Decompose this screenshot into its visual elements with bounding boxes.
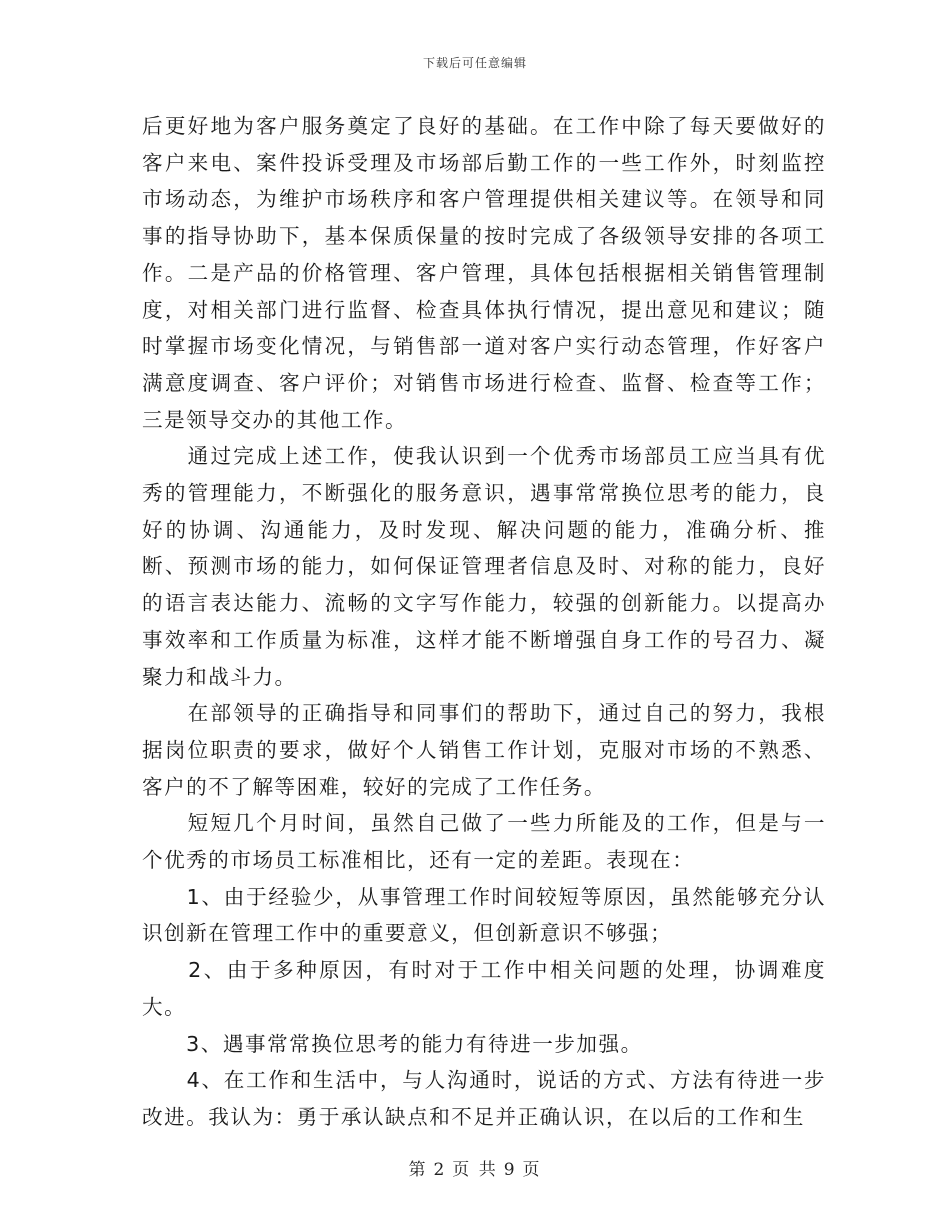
list-item-3: 3、遇事常常换位思考的能力有待进一步加强。 (142, 1031, 643, 1056)
footer-prefix: 第 (408, 1160, 428, 1180)
page-header: 下载后可任意编辑 (422, 56, 527, 70)
footer-page-number: 2 (433, 1160, 447, 1180)
page-footer (0, 1155, 950, 1180)
list-item-1: 1、由于经验少，从事管理工作时间较短等原因，虽然能够充分认识创新在管理工作中的重要意义，但创新意识不够强； (142, 884, 826, 946)
list-item-2: 2、由于多种原因，有时对于工作中相关问题的处理，协调难度大。 (142, 958, 826, 1019)
paragraph-4: 短短几个月时间，虽然自己做了一些力所能及的工作，但是与一个优秀的市场员工标准相比，还有一定的差距。表现在： (142, 811, 826, 873)
footer-total-pages: 9 (503, 1160, 517, 1180)
paragraph-1: 后更好地为客户服务奠定了良好的基础。在工作中除了每天要做好的客户来电、案件投诉受理及市场部后勤工作的一些工作外，时刻监控市场动态，为维护市场秩序和客户管理提供相关建议等。在领导和同事的指导协助下，基本保质保量的按时完成了各级领导安排的各项工作。二是产品的价格管理、客户管理，具体包括根据相关销售管理制度，对相关部门进行监督、检查具体执行情况，提出意见和建议；随时掌握市场变化情况，与销售部一道对客户实行动态管理，作好客户满意度调查、客户评价；对销售市场进行检查、监督、检查等工作；三是领导交办的其他工作。 (142, 114, 826, 432)
list-item-4: 4、在工作和生活中，与人沟通时，说话的方式、方法有待进一步改进。我认为：勇于承认缺点和不足并正确认识，在以后的工作和生 (142, 1068, 826, 1129)
paragraph-2: 通过完成上述工作，使我认识到一个优秀市场部员工应当具有优秀的管理能力，不断强化的服务意识，遇事常常换位思考的能力，良好的协调、沟通能力，及时发现、解决问题的能力，准确分析、推断、预测市场的能力，如何保证管理者信息及时、对称的能力，良好的语言表达能力、流畅的文字写作能力，较强的创新能力。以提高办事效率和工作质量为标准，这样才能不断增强自身工作的号召力、凝聚力和战斗力。 (142, 444, 826, 689)
footer-middle: 页 共 (452, 1160, 498, 1180)
footer-suffix: 页 (522, 1160, 542, 1180)
document-body (142, 108, 826, 1136)
paragraph-3: 在部领导的正确指导和同事们的帮助下，通过自己的努力，我根据岗位职责的要求，做好个人销售工作计划，克服对市场的不熟悉、客户的不了解等困难，较好的完成了工作任务。 (142, 701, 826, 799)
